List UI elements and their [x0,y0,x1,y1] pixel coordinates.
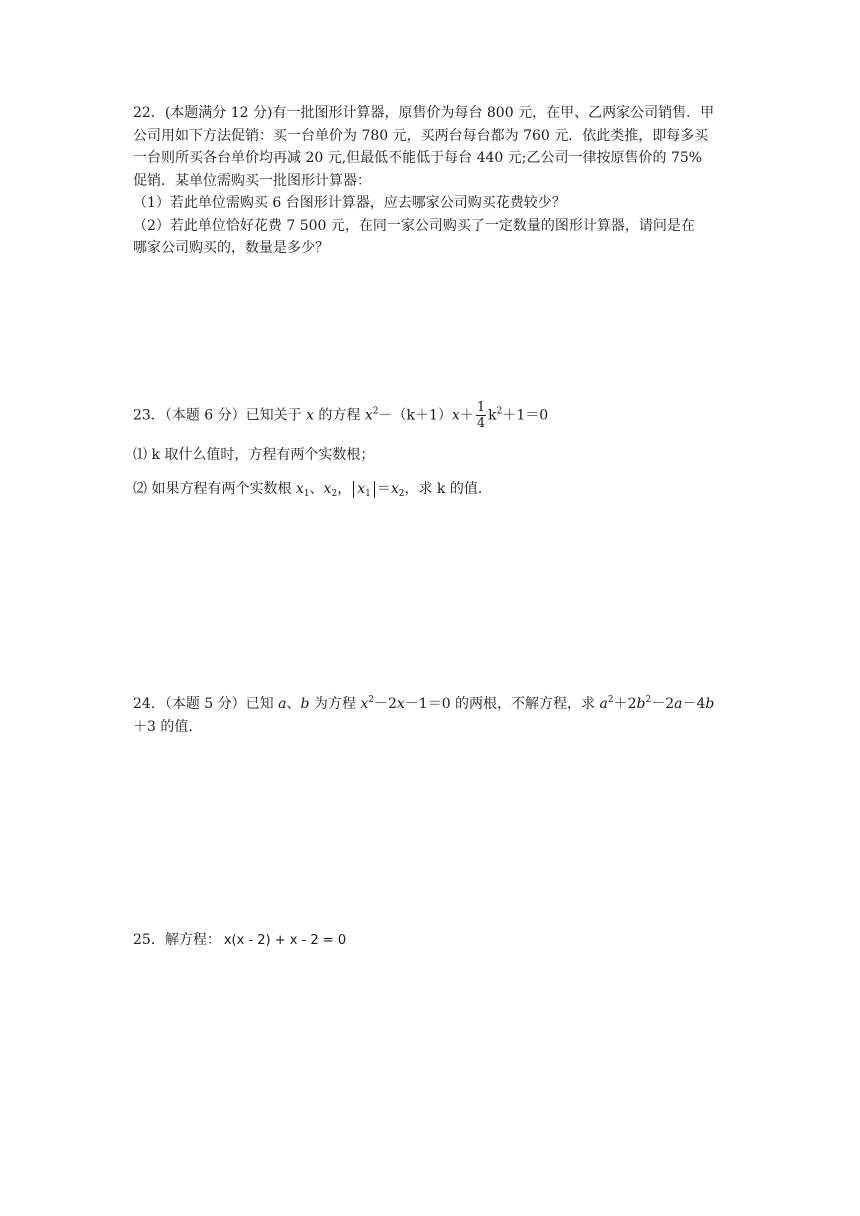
q25-equation: x(x - 2) + x - 2 = 0 [223,933,347,948]
q25-label: 25．解方程： [133,932,221,948]
question-23-part-1: ⑴ k 取什么值时，方程有两个实数根； [133,447,375,463]
q24-line-2: ＋3 的值． [133,718,203,735]
fraction-one-quarter: $\frac{1}{4}$ [476,400,486,431]
question-25 [133,929,346,952]
q22-line: 公司用如下方法促销：买一台单价为 780 元，买两台每台都为 760 元．依此类推，即每多买 [133,127,709,144]
q22-line: 哪家公司购买的，数量是多少？ [133,240,329,256]
question-23-heading: 23．（本题 6 分）已知关于 x 的方程 $x^2-(k+1)x+$ $\frac{1}{4}$ $k^2+1=0$ [133,400,549,431]
q22-line: （1）若此单位需购买 6 台图形计算器，应去哪家公司购买花费较少？ [133,195,566,211]
q22-line: 一台则所买各台单价均再减 20 元,但最低不能低于每台 440 元;乙公司一律按原售价的 75% [133,150,703,166]
question-22 [133,102,733,260]
absolute-value: $x_1$ [353,481,375,498]
q22-line: （2）若此单位恰好花费 7 500 元，在同一家公司购买了一定数量的图形计算器，请问是在 [133,217,695,234]
q22-line: 22．(本题满分 12 分)有一批图形计算器，原售价为每台 800 元，在甲、乙两家公司销售．甲 [133,105,715,121]
q22-line: 促销．某单位需购买一批图形计算器： [133,172,371,189]
question-23-part-2: ⑵ 如果方程有两个实数根 $x_1$、$x_2$， $x_1 =x_2$，求 k 的值． [133,481,492,499]
question-24 [133,693,733,738]
q24-line-1: 24．（本题 5 分）已知 a、b 为方程 $x^2-2x-1=0$ 的两根，不解方程，求 $a^2+2b^2-2a-4b$ [133,695,715,712]
